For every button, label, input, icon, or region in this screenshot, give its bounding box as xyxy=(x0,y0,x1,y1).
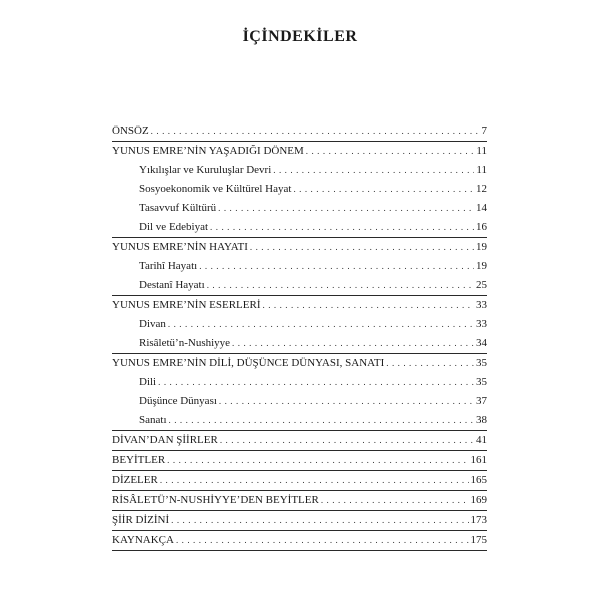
toc-subentry-title: Yıkılışlar ve Kuruluşlar Devri xyxy=(139,164,272,176)
toc-subentry[interactable] xyxy=(112,373,487,392)
dot-leader xyxy=(167,451,468,470)
toc-subentry-page: 35 xyxy=(476,376,487,388)
toc-entry-page: 35 xyxy=(476,357,487,369)
page-title: İÇİNDEKİLER xyxy=(242,28,358,45)
toc-subentry-title: Risâletü’n-Nushiyye xyxy=(139,337,231,349)
toc-subentry[interactable] xyxy=(112,161,487,180)
toc-entry[interactable] xyxy=(112,354,487,373)
toc-entry[interactable] xyxy=(112,142,487,161)
dot-leader xyxy=(218,199,474,218)
toc-subentry-title: Destanî Hayatı xyxy=(139,279,205,291)
toc-entry-title: YUNUS EMRE’NİN YAŞADIĞI DÖNEM xyxy=(112,145,304,157)
toc-entry-title: KAYNAKÇA xyxy=(112,534,174,546)
toc-section-eserleri xyxy=(112,296,487,354)
toc-subentry[interactable] xyxy=(112,334,487,353)
dot-leader xyxy=(321,491,469,510)
dot-leader xyxy=(210,218,474,237)
toc-subentry-page: 19 xyxy=(476,260,487,272)
toc-subentry[interactable] xyxy=(112,276,487,295)
dot-leader xyxy=(176,531,469,550)
toc-entry[interactable] xyxy=(112,451,487,470)
dot-leader xyxy=(250,238,474,257)
toc-section-divandan-siirler xyxy=(112,431,487,451)
toc-entry[interactable] xyxy=(112,471,487,490)
toc-entry[interactable] xyxy=(112,122,487,141)
dot-leader xyxy=(220,431,474,450)
dot-leader xyxy=(168,315,474,334)
dot-leader xyxy=(199,257,474,276)
dot-leader xyxy=(158,373,474,392)
toc-subentry-page: 12 xyxy=(476,183,487,195)
dot-leader xyxy=(160,471,469,490)
dot-leader xyxy=(306,142,475,161)
toc-subentry[interactable] xyxy=(112,315,487,334)
toc-subentry[interactable] xyxy=(112,392,487,411)
toc-subentry-title: Düşünce Dünyası xyxy=(139,395,217,407)
toc-subentry-title: Sosyoekonomik ve Kültürel Hayat xyxy=(139,183,292,195)
toc-entry-title: BEYİTLER xyxy=(112,454,166,466)
toc-subentry-title: Sanatı xyxy=(139,414,167,426)
table-of-contents xyxy=(112,122,487,551)
toc-section-yasadigi-donem xyxy=(112,142,487,238)
toc-section-dizeler xyxy=(112,471,487,491)
toc-entry-page: 169 xyxy=(470,494,487,506)
toc-entry-page: 11 xyxy=(476,145,487,157)
toc-entry-page: 175 xyxy=(470,534,487,546)
toc-subentry[interactable] xyxy=(112,199,487,218)
dot-leader xyxy=(273,161,474,180)
toc-entry-page: 19 xyxy=(476,241,487,253)
toc-subentry-page: 33 xyxy=(476,318,487,330)
toc-section-siir-dizini xyxy=(112,511,487,531)
toc-subentry[interactable] xyxy=(112,257,487,276)
toc-subentry-title: Divan xyxy=(139,318,166,330)
toc-subentry-title: Dil ve Edebiyat xyxy=(139,221,209,233)
dot-leader xyxy=(293,180,474,199)
dot-leader xyxy=(219,392,474,411)
toc-entry[interactable] xyxy=(112,296,487,315)
toc-entry-page: 33 xyxy=(476,299,487,311)
dot-leader xyxy=(151,122,480,141)
toc-subentry-page: 38 xyxy=(476,414,487,426)
toc-section-hayati xyxy=(112,238,487,296)
toc-section-risaletun-beyitler xyxy=(112,491,487,511)
toc-subentry[interactable] xyxy=(112,180,487,199)
toc-subentry-page: 16 xyxy=(476,221,487,233)
toc-entry-page: 161 xyxy=(470,454,487,466)
toc-entry[interactable] xyxy=(112,431,487,450)
dot-leader xyxy=(263,296,475,315)
toc-subentry-title: Dili xyxy=(139,376,157,388)
toc-section-dili-dusunce-sanati xyxy=(112,354,487,431)
toc-subentry-title: Tarihî Hayatı xyxy=(139,260,198,272)
toc-entry[interactable] xyxy=(112,531,487,550)
toc-subentry-page: 37 xyxy=(476,395,487,407)
toc-subentry-title: Tasavvuf Kültürü xyxy=(139,202,217,214)
toc-entry-page: 7 xyxy=(481,125,487,137)
dot-leader xyxy=(207,276,474,295)
toc-entry-page: 165 xyxy=(470,474,487,486)
dot-leader xyxy=(171,511,468,530)
toc-entry-page: 173 xyxy=(470,514,487,526)
toc-entry-title: DİVAN’DAN ŞİİRLER xyxy=(112,434,218,446)
toc-subentry-page: 14 xyxy=(476,202,487,214)
toc-subentry[interactable] xyxy=(112,411,487,430)
toc-subentry-page: 34 xyxy=(476,337,487,349)
dot-leader xyxy=(232,334,474,353)
dot-leader xyxy=(169,411,475,430)
toc-entry-title: YUNUS EMRE’NİN DİLİ, DÜŞÜNCE DÜNYASI, SANATI xyxy=(112,357,385,369)
toc-entry-title: RİSÂLETÜ’N-NUSHİYYE’DEN BEYİTLER xyxy=(112,494,319,506)
toc-section-beyitler xyxy=(112,451,487,471)
toc-entry[interactable] xyxy=(112,491,487,510)
toc-subentry[interactable] xyxy=(112,218,487,237)
toc-subentry-page: 11 xyxy=(476,164,487,176)
toc-entry-page: 41 xyxy=(476,434,487,446)
toc-section-kaynakca xyxy=(112,531,487,551)
toc-subentry-page: 25 xyxy=(476,279,487,291)
toc-entry-title: DİZELER xyxy=(112,474,158,486)
toc-section-onsoz xyxy=(112,122,487,142)
toc-entry[interactable] xyxy=(112,238,487,257)
toc-entry[interactable] xyxy=(112,511,487,530)
toc-entry-title: YUNUS EMRE’NİN HAYATI xyxy=(112,241,248,253)
toc-entry-title: ŞİİR DİZİNİ xyxy=(112,514,170,526)
toc-entry-title: YUNUS EMRE’NİN ESERLERİ xyxy=(112,299,261,311)
toc-entry-title: ÖNSÖZ xyxy=(112,125,149,137)
dot-leader xyxy=(386,354,474,373)
